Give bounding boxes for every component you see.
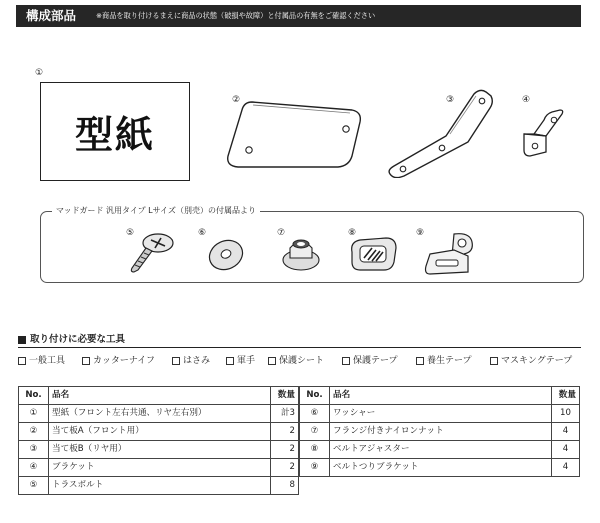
tool-item: 保護テープ xyxy=(342,355,398,367)
col-header-qty: 数量 xyxy=(271,387,299,405)
col-header-no: No. xyxy=(300,387,330,405)
tool-item: 軍手 xyxy=(226,355,255,367)
belt-adjuster-illustration xyxy=(346,232,400,274)
cell-no: ① xyxy=(19,405,49,423)
tools-bullet xyxy=(18,336,26,344)
cell-name: 当て板B（リヤ用） xyxy=(49,441,271,459)
table-header-row xyxy=(300,387,580,405)
cell-no: ⑧ xyxy=(300,441,330,459)
tool-item: 養生テープ xyxy=(416,355,472,367)
truss-bolt-illustration xyxy=(124,226,180,276)
cell-qty: 10 xyxy=(552,405,580,423)
checkbox-icon xyxy=(342,357,350,365)
col-header-no: No. xyxy=(19,387,49,405)
paper-template-box xyxy=(40,82,190,181)
table-row xyxy=(19,459,299,477)
parts-table-right xyxy=(299,386,580,477)
accessory-group-label: マッドガード 汎用タイプ Lサイズ（別売）の付属品より xyxy=(52,205,260,217)
tool-item: カッターナイフ xyxy=(82,355,155,367)
cell-no: ⑤ xyxy=(19,477,49,495)
table-row xyxy=(19,423,299,441)
part-number-4: ④ xyxy=(522,95,531,105)
cell-qty: 8 xyxy=(271,477,299,495)
cell-name: ブラケット xyxy=(49,459,271,477)
part-number-6: ⑥ xyxy=(198,228,207,238)
tool-item: マスキングテープ xyxy=(490,355,572,367)
table-row xyxy=(300,441,580,459)
cell-no: ④ xyxy=(19,459,49,477)
cell-name: 型紙（フロント左右共通、リヤ左右別） xyxy=(49,405,271,423)
table-header-row xyxy=(19,387,299,405)
checkbox-icon xyxy=(82,357,90,365)
cell-qty: 2 xyxy=(271,441,299,459)
checkbox-icon xyxy=(268,357,276,365)
plate-b-illustration xyxy=(382,86,500,178)
checkbox-icon xyxy=(416,357,424,365)
checkbox-icon xyxy=(18,357,26,365)
part-number-7: ⑦ xyxy=(277,228,286,238)
table-row xyxy=(300,459,580,477)
part-number-5: ⑤ xyxy=(126,228,135,238)
table-row xyxy=(300,423,580,441)
cell-no: ② xyxy=(19,423,49,441)
flange-nut-illustration xyxy=(278,234,324,274)
cell-no: ⑦ xyxy=(300,423,330,441)
col-header-name: 品名 xyxy=(330,387,552,405)
bracket-illustration xyxy=(516,106,568,160)
col-header-name: 品名 xyxy=(49,387,271,405)
table-row xyxy=(300,405,580,423)
part-number-8: ⑧ xyxy=(348,228,357,238)
checkbox-icon xyxy=(172,357,180,365)
table-row xyxy=(19,441,299,459)
col-header-qty: 数量 xyxy=(552,387,580,405)
part-number-2: ② xyxy=(232,95,241,105)
cell-qty: 2 xyxy=(271,423,299,441)
cell-name: ベルトアジャスター xyxy=(330,441,552,459)
section-title: 構成部品 xyxy=(26,8,77,23)
cell-name: 当て板A（フロント用） xyxy=(49,423,271,441)
cell-qty: 4 xyxy=(552,459,580,477)
part-number-1: ① xyxy=(35,68,44,78)
tools-title: 取り付けに必要な工具 xyxy=(30,334,126,345)
parts-table-left xyxy=(18,386,299,495)
tool-item: はさみ xyxy=(172,355,210,367)
cell-name: フランジ付きナイロンナット xyxy=(330,423,552,441)
cell-qty: 4 xyxy=(552,441,580,459)
cell-name: ワッシャー xyxy=(330,405,552,423)
checkbox-icon xyxy=(490,357,498,365)
cell-qty: 計3 xyxy=(271,405,299,423)
table-row xyxy=(19,405,299,423)
tool-item: 保護シート xyxy=(268,355,324,367)
tool-item: 一般工具 xyxy=(18,355,65,367)
cell-no: ⑥ xyxy=(300,405,330,423)
cell-qty: 4 xyxy=(552,423,580,441)
cell-no: ⑨ xyxy=(300,459,330,477)
section-note: ※商品を取り付けるまえに商品の状態（破損や故障）と付属品の有無をご確認ください xyxy=(96,11,376,20)
cell-name: トラスボルト xyxy=(49,477,271,495)
table-row xyxy=(19,477,299,495)
plate-a-illustration xyxy=(222,96,364,174)
cell-name: ベルトつりブラケット xyxy=(330,459,552,477)
cell-qty: 2 xyxy=(271,459,299,477)
belt-bracket-illustration xyxy=(420,228,482,278)
paper-template-label: 型紙 xyxy=(74,113,155,157)
washer-illustration xyxy=(204,234,248,274)
cell-no: ③ xyxy=(19,441,49,459)
tools-divider xyxy=(18,347,581,348)
part-number-3: ③ xyxy=(446,95,455,105)
part-number-9: ⑨ xyxy=(416,228,425,238)
checkbox-icon xyxy=(226,357,234,365)
